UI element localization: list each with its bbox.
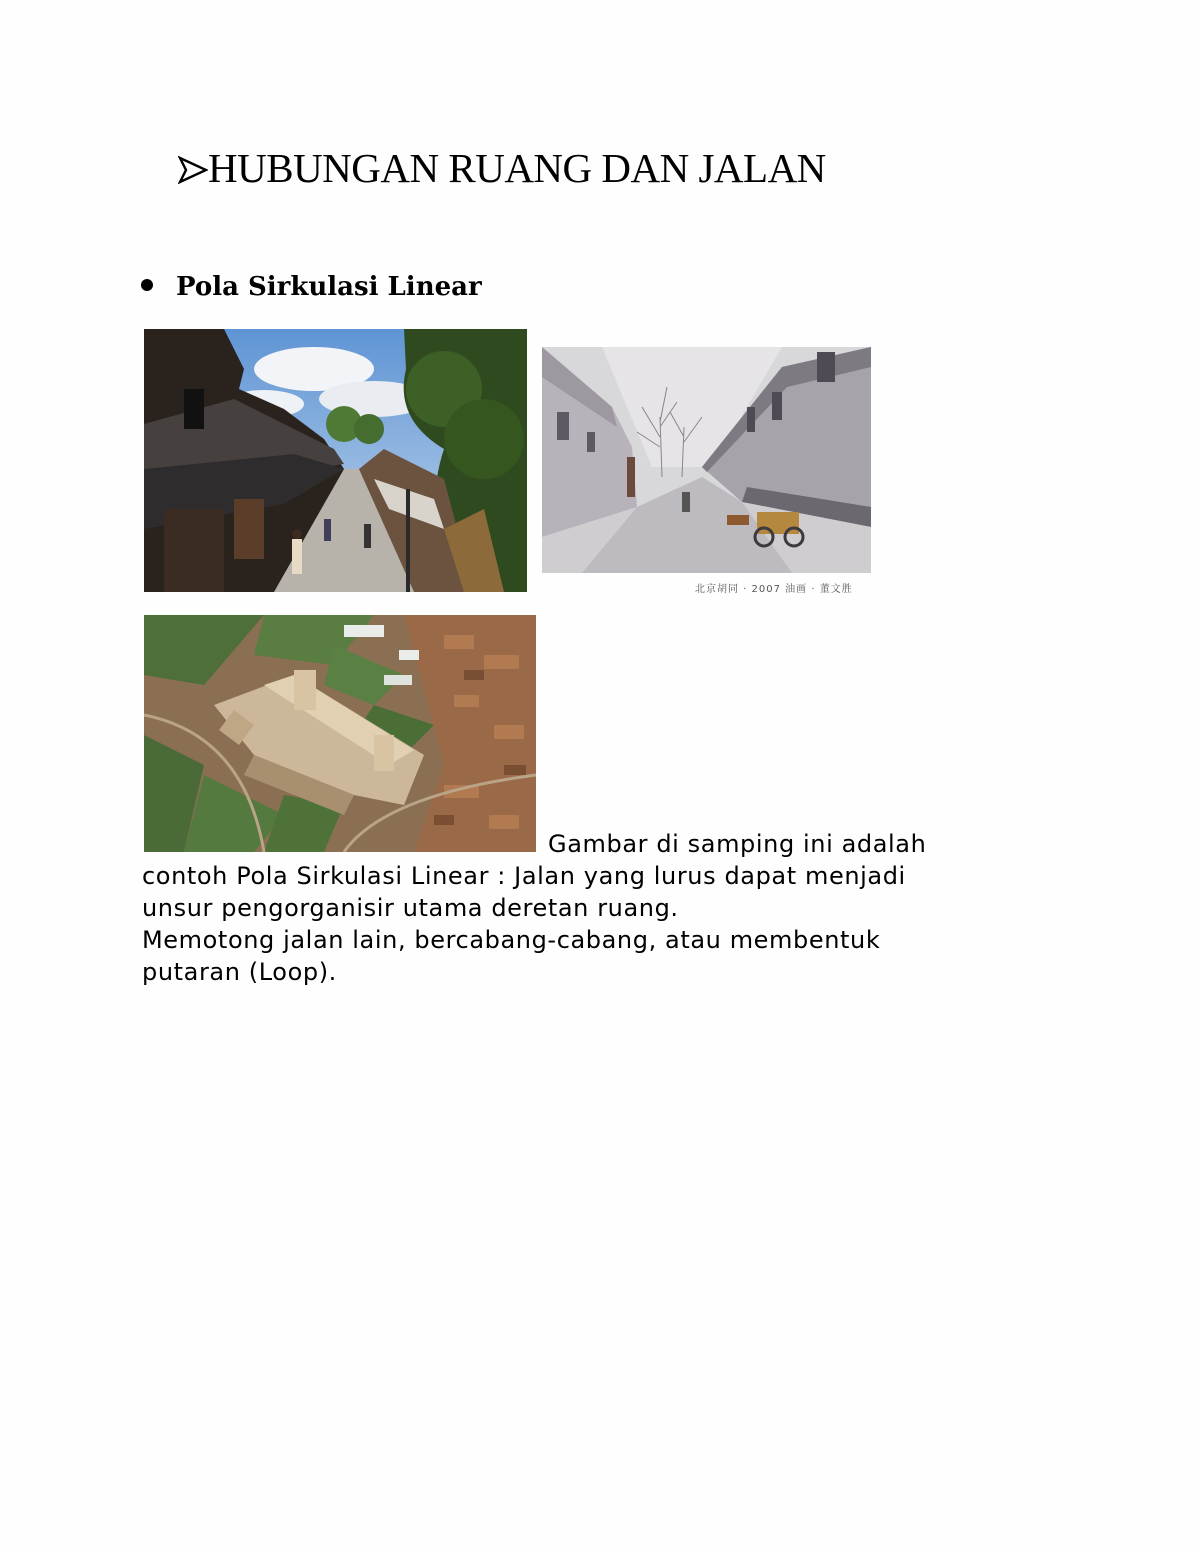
- arrowhead-bullet-icon: [178, 155, 208, 185]
- kyoto-street-photo: [144, 329, 527, 592]
- bullet-dot-icon: [141, 279, 153, 291]
- aerial-cathedral-photo: [144, 615, 536, 852]
- body-line-1: Gambar di samping ini adalah: [548, 830, 927, 858]
- body-line-5: putaran (Loop).: [142, 958, 337, 986]
- alley-painting: [542, 347, 871, 573]
- painting-caption: 北京胡同 · 2007 油画 · 董文胜: [695, 584, 853, 595]
- body-paragraph: [142, 828, 1002, 988]
- body-line-4: Memotong jalan lain, bercabang-cabang, atau membentuk: [142, 926, 881, 954]
- section-title: Pola Sirkulasi Linear: [176, 272, 482, 302]
- body-line-3: unsur pengorganisir utama deretan ruang.: [142, 894, 679, 922]
- body-line-2: contoh Pola Sirkulasi Linear : Jalan yang lurus dapat menjadi: [142, 862, 906, 890]
- page-heading: [178, 146, 826, 190]
- section-title-row: [140, 269, 482, 305]
- heading-text: HUBUNGAN RUANG DAN JALAN: [208, 145, 826, 191]
